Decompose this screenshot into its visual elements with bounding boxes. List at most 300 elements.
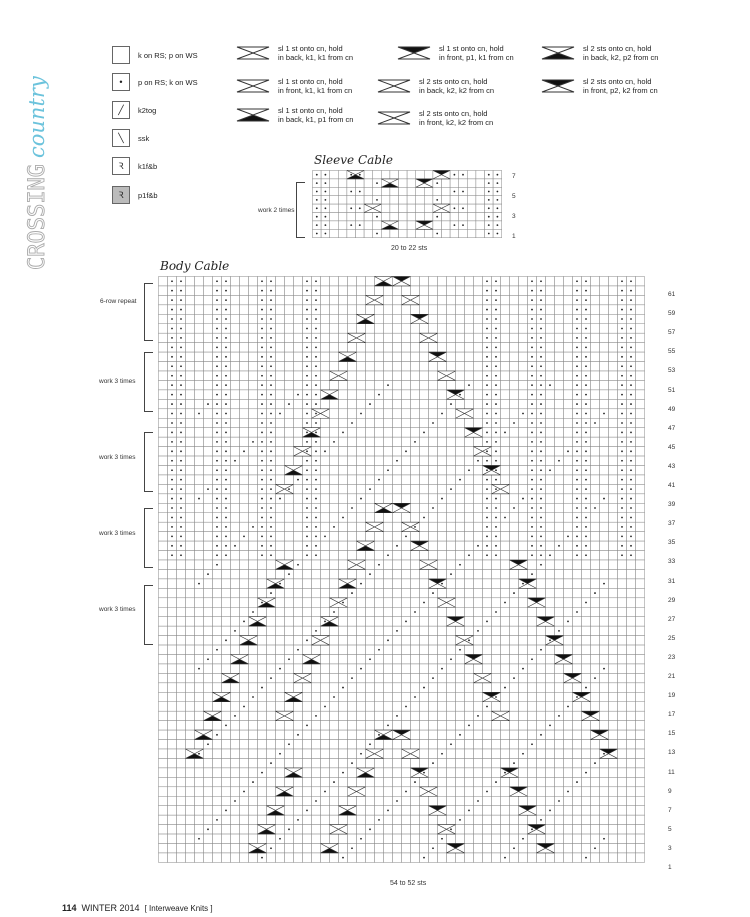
chart-cell xyxy=(258,815,267,824)
chart-cell xyxy=(285,617,294,626)
chart-cell xyxy=(186,532,195,541)
purl-dot xyxy=(180,394,182,396)
chart-cell xyxy=(384,664,393,673)
purl-dot xyxy=(531,413,533,415)
purl-dot xyxy=(225,535,227,537)
chart-cell xyxy=(375,484,384,493)
chart-cell xyxy=(357,484,366,493)
chart-cell xyxy=(339,645,348,654)
purl-dot xyxy=(180,290,182,292)
chart-cell xyxy=(609,692,618,701)
purl-dot xyxy=(225,469,227,471)
purl-dot xyxy=(306,384,308,386)
chart-cell xyxy=(555,853,564,862)
chart-cell xyxy=(294,305,303,314)
chart-cell xyxy=(546,560,555,569)
chart-cell xyxy=(240,305,249,314)
chart-cell xyxy=(474,409,483,418)
chart-cell xyxy=(339,314,348,323)
chart-cell xyxy=(636,579,645,588)
chart-cell xyxy=(240,352,249,361)
chart-cell xyxy=(411,475,420,484)
chart-cell xyxy=(231,683,240,692)
purl-dot xyxy=(630,365,632,367)
chart-cell xyxy=(330,409,339,418)
chart-cell xyxy=(609,617,618,626)
chart-cell xyxy=(339,466,348,475)
chart-cell xyxy=(618,645,627,654)
purl-dot xyxy=(495,526,497,528)
chart-cell xyxy=(375,683,384,692)
chart-cell xyxy=(384,494,393,503)
chart-cell xyxy=(357,456,366,465)
purl-dot xyxy=(261,857,263,859)
purl-dot xyxy=(454,174,456,176)
chart-cell xyxy=(519,295,528,304)
chart-cell xyxy=(267,787,276,796)
chart-cell xyxy=(276,362,285,371)
chart-cell xyxy=(258,588,267,597)
chart-cell xyxy=(510,617,519,626)
chart-cell xyxy=(492,569,501,578)
chart-cell xyxy=(411,683,420,692)
chart-cell xyxy=(285,286,294,295)
chart-cell xyxy=(348,371,357,380)
purl-dot xyxy=(225,309,227,311)
purl-dot xyxy=(462,224,464,226)
chart-cell xyxy=(564,541,573,550)
chart-cell xyxy=(528,721,537,730)
chart-cell xyxy=(186,758,195,767)
purl-dot xyxy=(350,207,352,209)
chart-cell xyxy=(294,796,303,805)
chart-cell xyxy=(555,428,564,437)
chart-cell xyxy=(366,815,375,824)
chart-cell xyxy=(294,683,303,692)
chart-cell xyxy=(636,541,645,550)
chart-cell xyxy=(636,437,645,446)
purl-dot xyxy=(576,460,578,462)
chart-cell xyxy=(627,844,636,853)
cable-label xyxy=(278,106,353,124)
chart-cell xyxy=(411,362,420,371)
purl-dot xyxy=(216,564,218,566)
purl-dot xyxy=(531,460,533,462)
chart-cell xyxy=(438,617,447,626)
chart-cell xyxy=(537,787,546,796)
chart-cell xyxy=(402,305,411,314)
chart-cell xyxy=(339,607,348,616)
chart-cell xyxy=(546,456,555,465)
purl-dot xyxy=(279,583,281,585)
purl-dot xyxy=(576,280,578,282)
chart-cell xyxy=(204,579,213,588)
chart-cell xyxy=(416,187,425,195)
chart-cell xyxy=(338,196,347,204)
chart-cell xyxy=(519,569,528,578)
chart-cell xyxy=(447,636,456,645)
purl-dot xyxy=(531,422,533,424)
chart-cell xyxy=(429,475,438,484)
chart-cell xyxy=(321,673,330,682)
chart-cell xyxy=(348,655,357,664)
chart-cell xyxy=(204,362,213,371)
chart-cell xyxy=(195,825,204,834)
chart-cell xyxy=(357,607,366,616)
chart-cell xyxy=(159,806,168,815)
chart-cell xyxy=(636,787,645,796)
purl-dot xyxy=(495,460,497,462)
chart-cell xyxy=(204,447,213,456)
chart-cell xyxy=(429,721,438,730)
chart-cell xyxy=(384,749,393,758)
purl-dot xyxy=(261,318,263,320)
chart-cell xyxy=(429,777,438,786)
body-row-number: 25 xyxy=(668,634,676,642)
chart-cell xyxy=(303,853,312,862)
chart-cell xyxy=(402,645,411,654)
purl-dot xyxy=(351,507,353,509)
chart-cell xyxy=(411,418,420,427)
purl-dot xyxy=(351,677,353,679)
chart-cell xyxy=(312,853,321,862)
chart-cell xyxy=(321,721,330,730)
purl-dot xyxy=(216,375,218,377)
sleeve-row-number: 3 xyxy=(512,213,516,220)
chart-cell xyxy=(393,295,402,304)
chart-cell xyxy=(240,324,249,333)
chart-cell xyxy=(159,305,168,314)
purl-dot xyxy=(369,573,371,575)
purl-dot xyxy=(549,810,551,812)
chart-cell xyxy=(465,437,474,446)
purl-dot xyxy=(270,488,272,490)
chart-cell xyxy=(339,758,348,767)
chart-cell xyxy=(303,777,312,786)
chart-cell xyxy=(555,825,564,834)
chart-cell xyxy=(393,815,402,824)
purl-dot xyxy=(234,460,236,462)
chart-cell xyxy=(213,588,222,597)
chart-cell xyxy=(537,721,546,730)
chart-cell xyxy=(375,617,384,626)
chart-cell xyxy=(591,617,600,626)
chart-cell xyxy=(321,758,330,767)
purl-dot xyxy=(488,207,490,209)
chart-cell xyxy=(429,380,438,389)
chart-cell xyxy=(465,768,474,777)
chart-cell xyxy=(276,541,285,550)
chart-cell xyxy=(411,825,420,834)
chart-cell xyxy=(285,721,294,730)
purl-dot xyxy=(216,318,218,320)
purl-dot xyxy=(315,630,317,632)
chart-cell xyxy=(159,484,168,493)
chart-cell xyxy=(546,569,555,578)
chart-cell xyxy=(564,853,573,862)
chart-cell xyxy=(636,673,645,682)
chart-cell xyxy=(339,541,348,550)
purl-dot xyxy=(432,762,434,764)
chart-cell xyxy=(501,740,510,749)
purl-dot xyxy=(261,365,263,367)
chart-cell xyxy=(195,815,204,824)
purl-dot xyxy=(315,280,317,282)
chart-cell xyxy=(519,825,528,834)
chart-cell xyxy=(546,579,555,588)
chart-cell xyxy=(564,503,573,512)
chart-cell xyxy=(276,626,285,635)
chart-cell xyxy=(231,494,240,503)
chart-cell xyxy=(375,825,384,834)
chart-cell xyxy=(447,588,456,597)
purl-dot xyxy=(576,507,578,509)
chart-cell xyxy=(483,560,492,569)
chart-cell xyxy=(474,503,483,512)
chart-cell xyxy=(168,853,177,862)
chart-cell xyxy=(366,853,375,862)
chart-cell xyxy=(258,730,267,739)
chart-cell xyxy=(366,551,375,560)
chart-cell xyxy=(195,503,204,512)
chart-cell xyxy=(600,702,609,711)
chart-cell xyxy=(375,380,384,389)
purl-dot xyxy=(225,639,227,641)
purl-dot xyxy=(270,498,272,500)
body-row-number: 19 xyxy=(668,692,676,700)
chart-cell xyxy=(402,437,411,446)
chart-cell xyxy=(204,513,213,522)
chart-cell xyxy=(168,777,177,786)
chart-cell xyxy=(375,607,384,616)
body-row-number: 51 xyxy=(668,386,676,394)
chart-cell xyxy=(231,702,240,711)
chart-cell xyxy=(411,371,420,380)
chart-cell xyxy=(591,607,600,616)
chart-cell xyxy=(312,560,321,569)
chart-cell xyxy=(474,569,483,578)
chart-cell xyxy=(285,551,294,560)
chart-cell xyxy=(483,588,492,597)
chart-cell xyxy=(321,853,330,862)
chart-cell xyxy=(357,740,366,749)
chart-cell xyxy=(519,333,528,342)
purl-dot xyxy=(513,677,515,679)
chart-cell xyxy=(204,333,213,342)
chart-cell xyxy=(240,399,249,408)
chart-cell xyxy=(420,673,429,682)
chart-cell xyxy=(222,607,231,616)
purl-dot xyxy=(171,346,173,348)
chart-cell xyxy=(600,399,609,408)
chart-cell xyxy=(600,437,609,446)
chart-cell xyxy=(618,768,627,777)
chart-cell xyxy=(222,655,231,664)
chart-cell xyxy=(636,692,645,701)
chart-cell xyxy=(510,380,519,389)
purl-dot xyxy=(180,365,182,367)
purl-dot xyxy=(621,422,623,424)
body-row-number: 39 xyxy=(668,501,676,509)
purl-dot xyxy=(585,328,587,330)
chart-cell xyxy=(267,834,276,843)
body-row-number: 57 xyxy=(668,329,676,337)
chart-cell xyxy=(231,428,240,437)
chart-cell xyxy=(375,692,384,701)
chart-cell xyxy=(636,399,645,408)
chart-cell xyxy=(636,277,645,286)
chart-cell xyxy=(456,314,465,323)
chart-cell xyxy=(294,333,303,342)
chart-cell xyxy=(411,286,420,295)
chart-cell xyxy=(411,598,420,607)
chart-cell xyxy=(231,844,240,853)
chart-cell xyxy=(609,673,618,682)
chart-cell xyxy=(636,352,645,361)
chart-cell xyxy=(195,569,204,578)
chart-cell xyxy=(501,692,510,701)
chart-cell xyxy=(204,636,213,645)
chart-cell xyxy=(294,607,303,616)
chart-cell xyxy=(348,834,357,843)
chart-cell xyxy=(411,702,420,711)
chart-cell xyxy=(186,277,195,286)
chart-cell xyxy=(375,494,384,503)
chart-cell xyxy=(555,777,564,786)
chart-cell xyxy=(555,815,564,824)
chart-cell xyxy=(285,749,294,758)
purl-dot xyxy=(585,365,587,367)
chart-cell xyxy=(636,721,645,730)
chart-cell xyxy=(519,777,528,786)
chart-cell xyxy=(411,466,420,475)
chart-cell xyxy=(582,560,591,569)
purl-dot xyxy=(585,318,587,320)
body-row-number: 1 xyxy=(668,864,672,871)
chart-cell xyxy=(204,749,213,758)
purl-dot xyxy=(459,649,461,651)
chart-cell xyxy=(519,853,528,862)
chart-cell xyxy=(564,380,573,389)
purl-dot xyxy=(585,441,587,443)
purl-dot xyxy=(459,819,461,821)
purl-dot xyxy=(216,432,218,434)
chart-cell xyxy=(465,314,474,323)
chart-cell xyxy=(591,437,600,446)
chart-cell xyxy=(564,834,573,843)
chart-cell xyxy=(528,730,537,739)
chart-cell xyxy=(294,541,303,550)
chart-cell xyxy=(438,333,447,342)
chart-cell xyxy=(636,466,645,475)
purl-dot xyxy=(216,460,218,462)
chart-cell xyxy=(204,343,213,352)
chart-cell xyxy=(483,730,492,739)
chart-cell xyxy=(276,475,285,484)
chart-cell xyxy=(186,626,195,635)
purl-dot xyxy=(270,280,272,282)
chart-cell xyxy=(240,626,249,635)
chart-cell xyxy=(555,683,564,692)
purl-dot xyxy=(243,791,245,793)
chart-cell xyxy=(564,598,573,607)
purl-dot xyxy=(585,479,587,481)
purl-dot xyxy=(405,621,407,623)
chart-cell xyxy=(249,655,258,664)
chart-cell xyxy=(573,740,582,749)
chart-cell xyxy=(636,522,645,531)
chart-cell xyxy=(402,333,411,342)
chart-cell xyxy=(222,796,231,805)
purl-dot xyxy=(261,356,263,358)
chart-cell xyxy=(438,314,447,323)
chart-cell xyxy=(366,475,375,484)
purl-dot xyxy=(585,507,587,509)
chart-cell xyxy=(384,787,393,796)
chart-cell xyxy=(420,475,429,484)
purl-dot xyxy=(495,365,497,367)
chart-cell xyxy=(609,721,618,730)
chart-cell xyxy=(564,815,573,824)
chart-cell xyxy=(267,645,276,654)
purl-dot xyxy=(540,375,542,377)
chart-cell xyxy=(555,503,564,512)
chart-cell xyxy=(573,617,582,626)
chart-cell xyxy=(402,456,411,465)
chart-cell xyxy=(411,513,420,522)
chart-cell xyxy=(168,569,177,578)
chart-cell xyxy=(339,617,348,626)
purl-dot xyxy=(316,191,318,193)
purl-dot xyxy=(531,375,533,377)
chart-cell xyxy=(465,815,474,824)
purl-dot xyxy=(171,375,173,377)
chart-cell xyxy=(447,768,456,777)
purl-dot xyxy=(360,753,362,755)
chart-cell xyxy=(636,806,645,815)
chart-cell xyxy=(438,475,447,484)
chart-cell xyxy=(402,390,411,399)
chart-cell xyxy=(357,721,366,730)
chart-cell xyxy=(546,532,555,541)
chart-cell xyxy=(186,702,195,711)
chart-cell xyxy=(267,711,276,720)
chart-cell xyxy=(573,579,582,588)
purl-dot xyxy=(495,781,497,783)
chart-cell xyxy=(186,295,195,304)
chart-cell xyxy=(411,569,420,578)
chart-cell xyxy=(347,196,356,204)
chart-cell xyxy=(159,796,168,805)
purl-dot xyxy=(171,413,173,415)
chart-cell xyxy=(393,598,402,607)
chart-cell xyxy=(600,466,609,475)
purl-dot xyxy=(261,488,263,490)
chart-cell xyxy=(186,740,195,749)
chart-cell xyxy=(411,834,420,843)
chart-cell xyxy=(240,834,249,843)
purl-dot xyxy=(270,545,272,547)
purl-dot xyxy=(630,346,632,348)
legend-cable-item xyxy=(397,44,514,62)
chart-cell xyxy=(285,588,294,597)
purl-dot xyxy=(549,384,551,386)
chart-cell xyxy=(528,768,537,777)
purl-dot xyxy=(225,299,227,301)
purl-dot xyxy=(630,318,632,320)
chart-cell xyxy=(294,343,303,352)
chart-cell xyxy=(582,664,591,673)
